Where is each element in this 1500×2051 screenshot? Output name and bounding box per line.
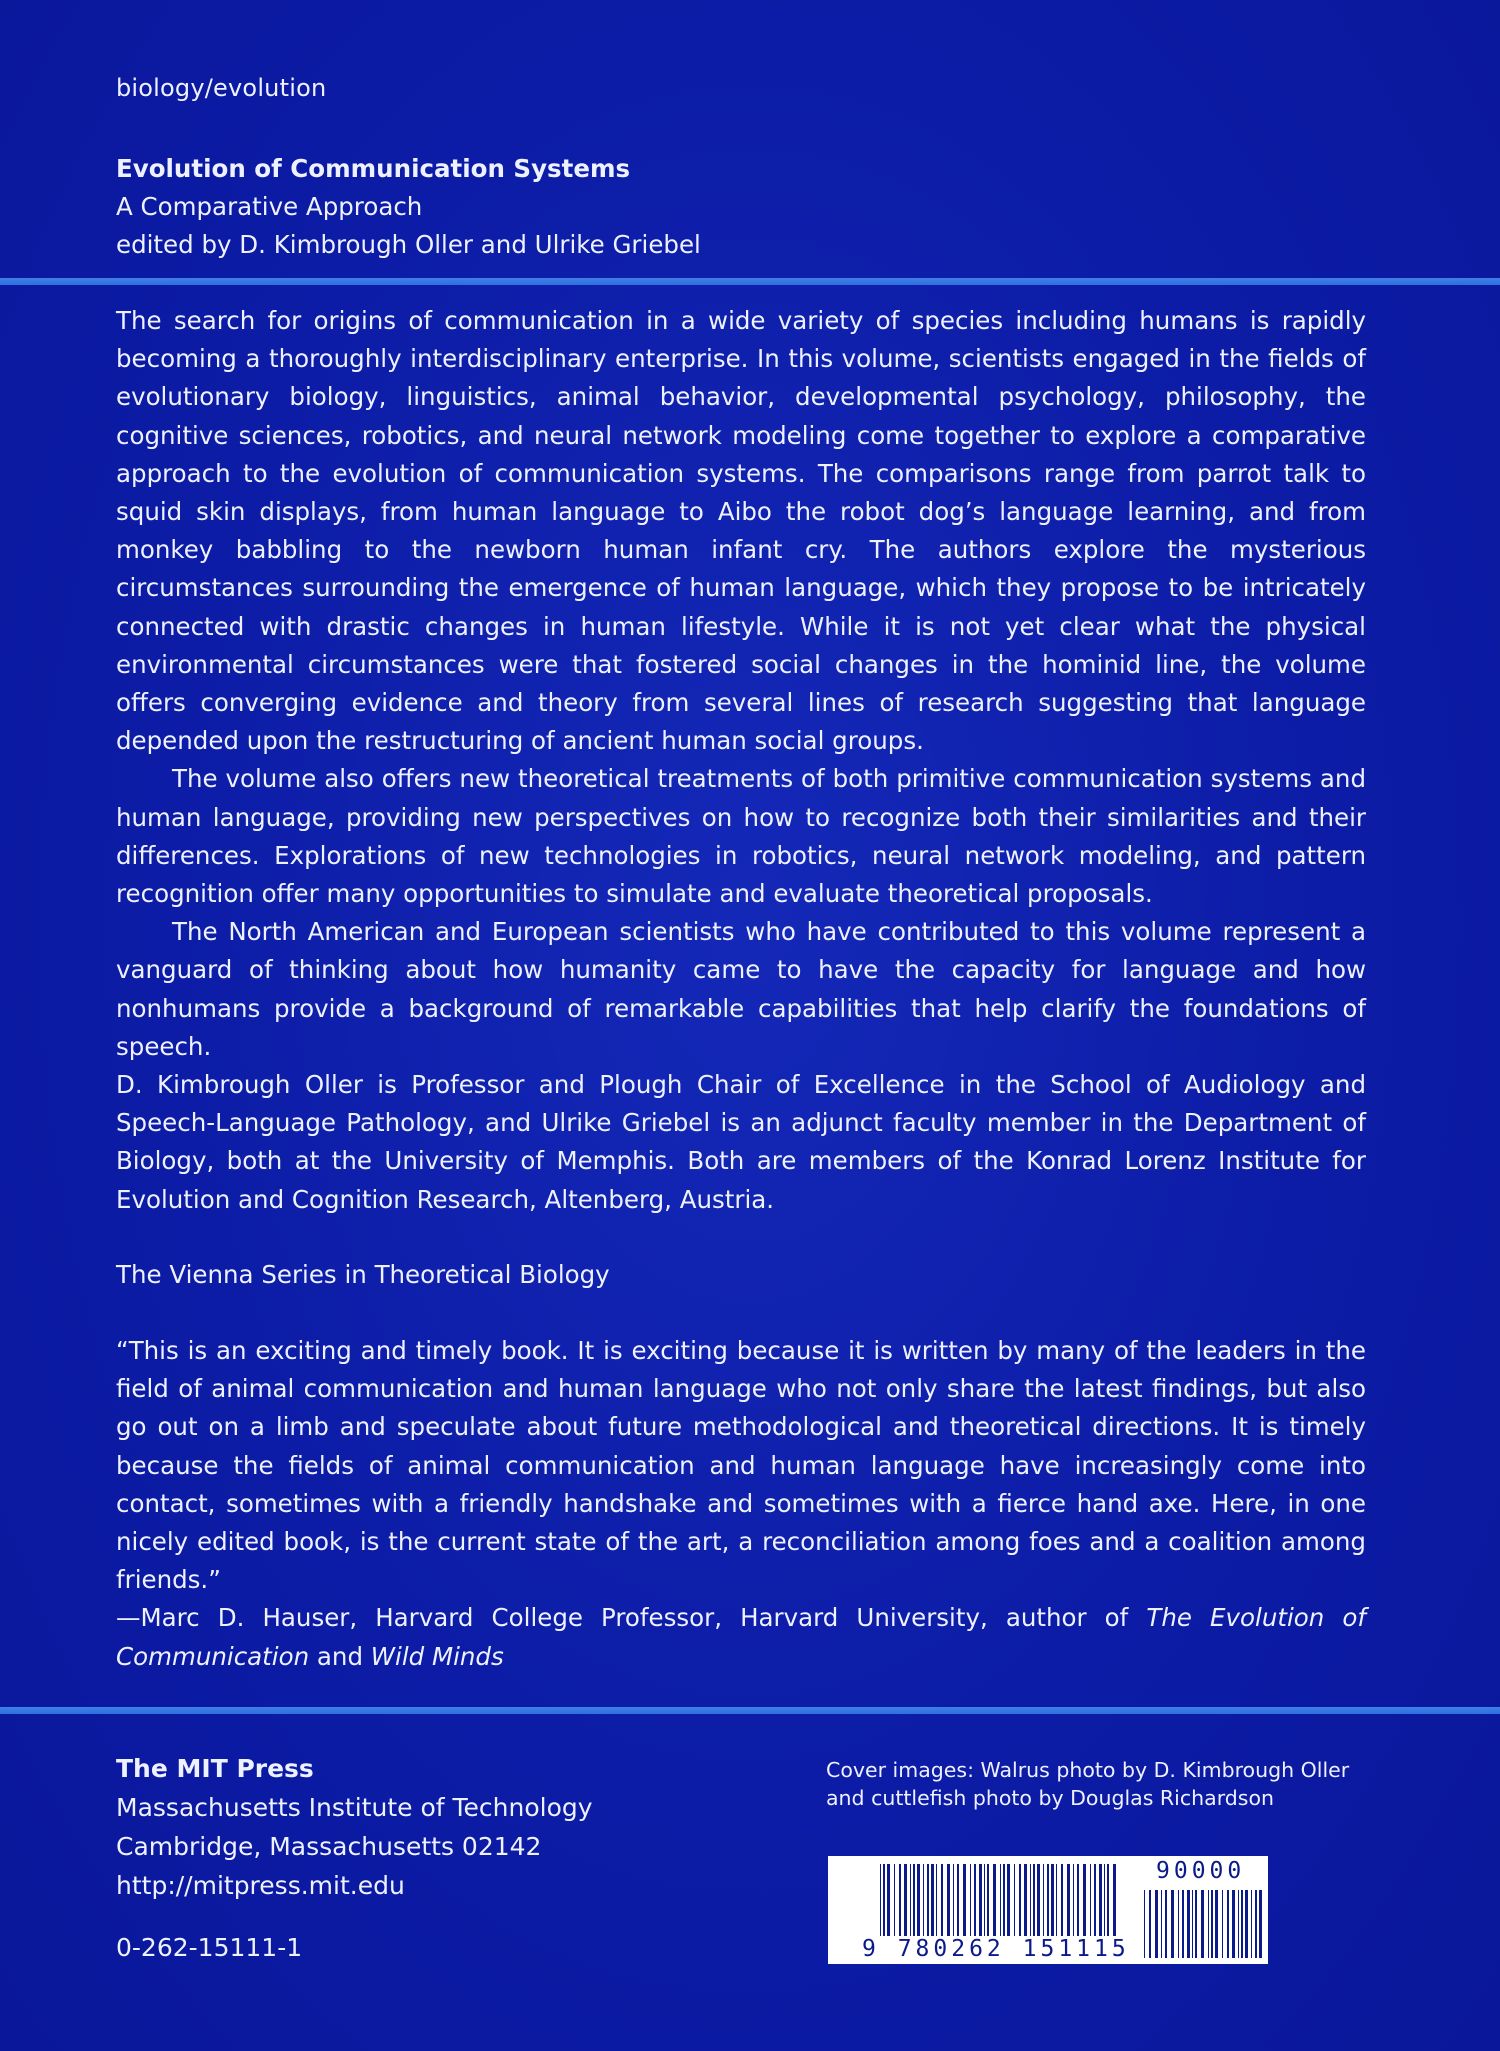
barcode-bar bbox=[1245, 1890, 1248, 1958]
barcode-bar bbox=[941, 1864, 943, 1936]
attribution-connector: and bbox=[309, 1641, 371, 1671]
barcode-bar bbox=[947, 1864, 950, 1936]
barcode-bar bbox=[1067, 1864, 1070, 1936]
editors-line: edited by D. Kimbrough Oller and Ulrike Griebel bbox=[116, 230, 701, 259]
barcode-bar bbox=[1165, 1890, 1167, 1958]
barcode-bar bbox=[1161, 1890, 1162, 1958]
barcode-bar bbox=[904, 1864, 907, 1936]
cover-credits bbox=[826, 1756, 1386, 1812]
description bbox=[116, 302, 1366, 1066]
publisher-url[interactable]: http://mitpress.mit.edu bbox=[116, 1871, 405, 1900]
barcode-bar bbox=[1051, 1864, 1054, 1936]
barcode-bar bbox=[1113, 1864, 1116, 1936]
blurb bbox=[116, 1332, 1366, 1676]
description-paragraph: The search for origins of communication in a wide variety of species including humans is rapidly becoming a thoroughly interdisciplinary enterprise. In this volume, scientists engaged in the fields of evolutionary biology, linguistics, animal behavior, developmental psychology, philosophy, the cognitive sciences, robotics, and neural network modeling come together to explore a comparative approach to the evolution of communication systems. The comparisons range from parrot talk to squid skin displays, from human language to Aibo the robot dog’s language learning, and from monkey babbling to the newborn human infant cry. The authors explore the mysterious circumstances surrounding the emergence of human language, which they propose to be intricately connected with drastic changes in human lifestyle. While it is not yet clear what the physical environmental circumstances were that fostered social changes in the hominid line, the volume offers converging evidence and theory from several lines of research suggesting that language depended upon the restructuring of ancient human social groups. bbox=[116, 306, 1366, 756]
barcode-bar bbox=[923, 1864, 924, 1936]
publisher-name: The MIT Press bbox=[116, 1754, 314, 1783]
barcode-bar bbox=[963, 1864, 966, 1936]
publisher-block bbox=[116, 1749, 593, 1905]
barcode-bar bbox=[1007, 1864, 1010, 1936]
barcode-bar bbox=[927, 1864, 929, 1936]
barcode-bar bbox=[894, 1864, 895, 1936]
barcode-bar bbox=[1211, 1890, 1213, 1958]
barcode-bar bbox=[1099, 1864, 1102, 1936]
attribution-book-2: Wild Minds bbox=[370, 1641, 504, 1671]
barcode-bar bbox=[1090, 1864, 1091, 1936]
barcode-bar bbox=[1144, 1890, 1145, 1958]
barcode-bar bbox=[1238, 1890, 1239, 1958]
credits-line-1: Cover images: Walrus photo by D. Kimbrough Oller bbox=[826, 1758, 1350, 1782]
subject-category: biology/evolution bbox=[116, 74, 327, 102]
bottom-divider bbox=[0, 1707, 1500, 1714]
barcode-bar bbox=[1056, 1864, 1057, 1936]
barcode-bar bbox=[1107, 1864, 1109, 1936]
barcode-bar bbox=[883, 1864, 885, 1936]
barcode-bar bbox=[1024, 1864, 1027, 1936]
barcode-bar bbox=[1201, 1890, 1204, 1958]
barcode-bar bbox=[1003, 1864, 1005, 1936]
credits-line-2: and cuttlefish photo by Douglas Richardson bbox=[826, 1786, 1274, 1810]
editor-bio bbox=[116, 1066, 1366, 1219]
barcode-bar bbox=[974, 1864, 976, 1936]
barcode-bar bbox=[1195, 1890, 1197, 1958]
barcode-bar bbox=[931, 1864, 934, 1936]
barcode-bar bbox=[1073, 1864, 1074, 1936]
barcode-bar bbox=[1037, 1864, 1040, 1936]
description-paragraph: The North American and European scientists who have contributed to this volume represent a vanguard of thinking about how humanity came to have the capacity for language and how nonhumans provide a background of remarkable capabilities that help clarify the foundations of speech. bbox=[116, 917, 1366, 1061]
barcode-bar bbox=[936, 1864, 937, 1936]
series-name bbox=[116, 1256, 1366, 1294]
barcode-bar bbox=[880, 1864, 881, 1936]
barcode-addon-number: 90000 bbox=[1156, 1858, 1246, 1884]
barcode-bar bbox=[1033, 1864, 1035, 1936]
book-title: Evolution of Communication Systems bbox=[116, 154, 631, 183]
barcode-bar bbox=[1000, 1864, 1001, 1936]
barcode-bar bbox=[1227, 1890, 1229, 1958]
barcode-bar bbox=[1255, 1890, 1257, 1958]
barcode-bar bbox=[987, 1864, 989, 1936]
description-paragraph: The volume also offers new theoretical treatments of both primitive communication systems and human language, providing new perspectives on how to recognize both their similarities and their differences. Explorations of new technologies in robotics, neural network modeling, and pattern recognition offer many opportunities to simulate and evaluate theoretical proposals. bbox=[116, 764, 1366, 909]
top-divider bbox=[0, 278, 1500, 285]
barcode-bar bbox=[984, 1864, 985, 1936]
barcode-bar bbox=[913, 1864, 915, 1936]
book-subtitle: A Comparative Approach bbox=[116, 192, 423, 221]
barcode-bar bbox=[1222, 1890, 1223, 1958]
barcode-bar bbox=[1043, 1864, 1044, 1936]
publisher-institution: Massachusetts Institute of Technology bbox=[116, 1793, 593, 1822]
barcode-bar bbox=[953, 1864, 954, 1936]
series-line: The Vienna Series in Theoretical Biology bbox=[116, 1260, 610, 1289]
barcode-bar bbox=[1178, 1890, 1179, 1958]
barcode-bar bbox=[1171, 1890, 1174, 1958]
barcode-bar bbox=[1215, 1890, 1218, 1958]
barcode-bar bbox=[1061, 1864, 1063, 1936]
barcode-bar bbox=[1083, 1864, 1086, 1936]
barcode-bar bbox=[1030, 1864, 1031, 1936]
barcode-bar bbox=[1259, 1890, 1262, 1958]
barcode-bar bbox=[957, 1864, 959, 1936]
barcode-bar bbox=[1241, 1890, 1243, 1958]
barcode-bar bbox=[899, 1864, 901, 1936]
barcode-bar bbox=[979, 1864, 982, 1936]
isbn: 0-262-15111-1 bbox=[116, 1933, 303, 1962]
barcode-bar bbox=[970, 1864, 971, 1936]
barcode-bar bbox=[1155, 1890, 1158, 1958]
barcode-bar bbox=[1104, 1864, 1105, 1936]
barcode-main-number: 9 780262 151115 bbox=[862, 1936, 1130, 1962]
barcode bbox=[828, 1856, 1268, 1964]
title-block bbox=[116, 150, 701, 264]
barcode-bar bbox=[910, 1864, 911, 1936]
barcode-bar bbox=[1232, 1890, 1235, 1958]
barcode-bar bbox=[1047, 1864, 1049, 1936]
barcode-bar bbox=[887, 1864, 890, 1936]
barcode-bar bbox=[1192, 1890, 1193, 1958]
barcode-bar bbox=[1014, 1864, 1015, 1936]
barcode-bar bbox=[1187, 1890, 1190, 1958]
barcode-bar bbox=[1251, 1890, 1252, 1958]
barcode-bar bbox=[1019, 1864, 1021, 1936]
barcode-bar bbox=[993, 1864, 996, 1936]
barcode-bar bbox=[1077, 1864, 1079, 1936]
barcode-bar bbox=[1208, 1890, 1209, 1958]
barcode-bar bbox=[1149, 1890, 1151, 1958]
barcode-bar bbox=[1182, 1890, 1184, 1958]
blurb-attribution bbox=[116, 1599, 1366, 1675]
barcode-bar bbox=[917, 1864, 920, 1936]
attribution-prefix: —Marc D. Hauser, Harvard College Professor, Harvard University, author of bbox=[116, 1603, 1147, 1633]
barcode-bar bbox=[1094, 1864, 1096, 1936]
publisher-address: Cambridge, Massachusetts 02142 bbox=[116, 1832, 542, 1861]
blurb-quote: “This is an exciting and timely book. It is exciting because it is written by many of the leaders in the field of animal communication and human language who not only share the latest findings, but also go out on a limb and speculate about future methodological and theoretical directions. It is timely because the fields of animal communication and human language have increasingly come into contact, sometimes with a friendly handshake and sometimes with a fierce hand axe. Here, in one nicely edited book, is the current state of the art, a reconciliation among foes and a coalition among friends.” bbox=[116, 1336, 1366, 1595]
bio-paragraph: D. Kimbrough Oller is Professor and Plough Chair of Excellence in the School of Audiology and Speech-Language Pathology, and Ulrike Griebel is an adjunct faculty member in the Department of Biology, both at the University of Memphis. Both are members of the Konrad Lorenz Institute for Evolution and Cognition Research, Altenberg, Austria. bbox=[116, 1070, 1366, 1214]
attribution-book-1: The Evolution of Communication bbox=[116, 1603, 1366, 1671]
